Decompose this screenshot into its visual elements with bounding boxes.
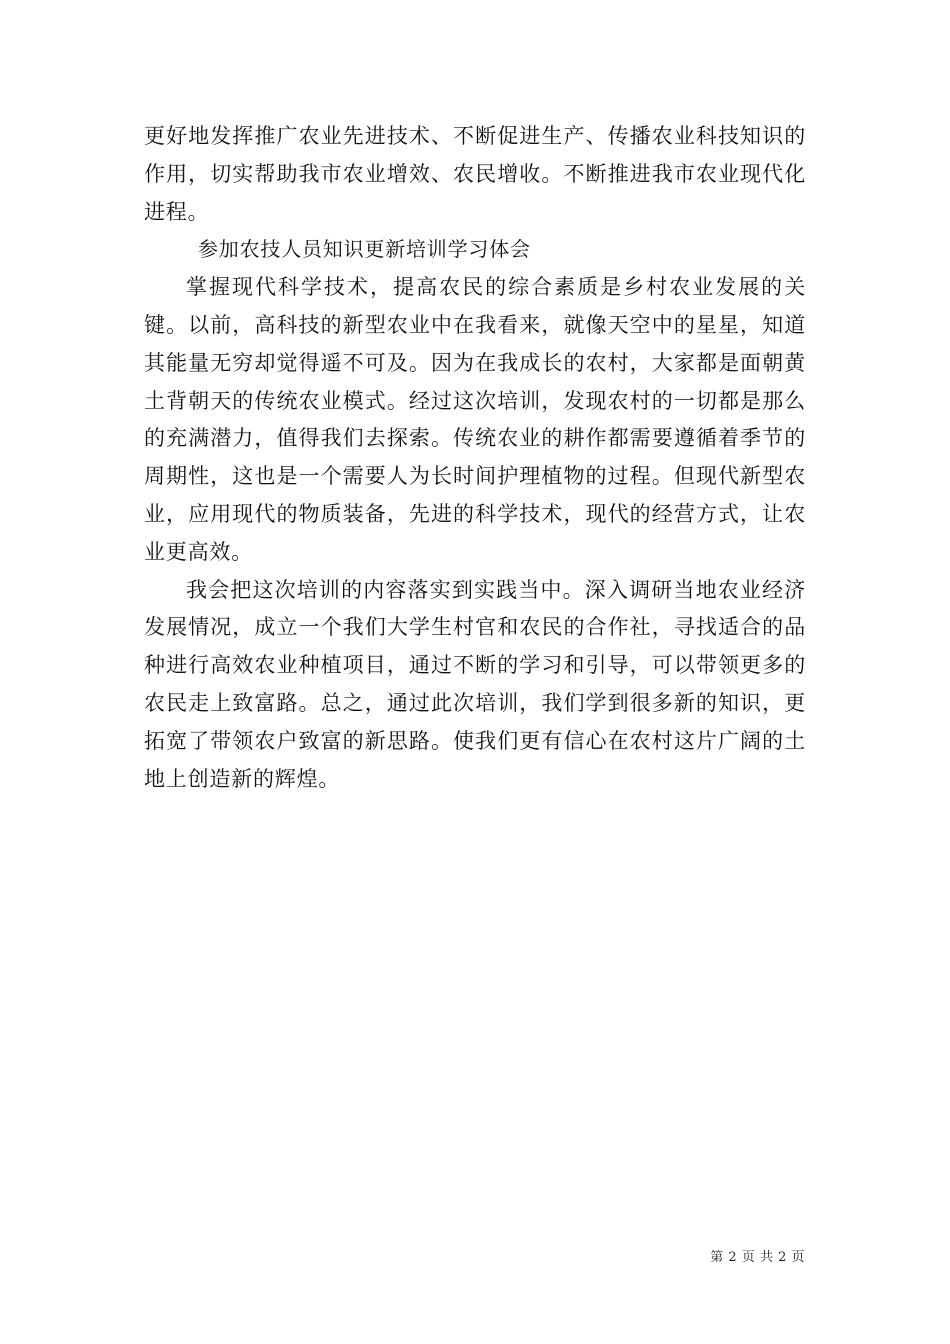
document-body <box>144 118 806 798</box>
page-number: 第 2 页 共 2 页 <box>710 1250 805 1265</box>
continuation-paragraph: 更好地发挥推广农业先进技术、不断促进生产、传播农业科技知识的作用，切实帮助我市农业增效、农民增收。不断推进我市农业现代化进程。 <box>144 124 806 224</box>
body-paragraph: 我会把这次培训的内容落实到实践当中。深入调研当地农业经济发展情况，成立一个我们大学生村官和农民的合作社，寻找适合的品种进行高效农业种植项目，通过不断的学习和引导，可以带领更多的农民走上致富路。总之，通过此次培训，我们学到很多新的知识，更拓宽了带领农户致富的新思路。使我们更有信心在农村这片广阔的土地上创造新的辉煌。 <box>144 577 806 791</box>
section-title: 参加农技人员知识更新培训学习体会 <box>198 237 531 262</box>
body-paragraph: 掌握现代科学技术，提高农民的综合素质是乡村农业发展的关键。以前，高科技的新型农业中在我看来，就像天空中的星星，知道其能量无穷却觉得遥不可及。因为在我成长的农村，大家都是面朝黄土背朝天的传统农业模式。经过这次培训，发现农村的一切都是那么的充满潜力，值得我们去探索。传统农业的耕作都需要遵循着季节的周期性，这也是一个需要人为长时间护理植物的过程。但现代新型农业，应用现代的物质装备，先进的科学技术，现代的经营方式，让农业更高效。 <box>144 275 806 564</box>
